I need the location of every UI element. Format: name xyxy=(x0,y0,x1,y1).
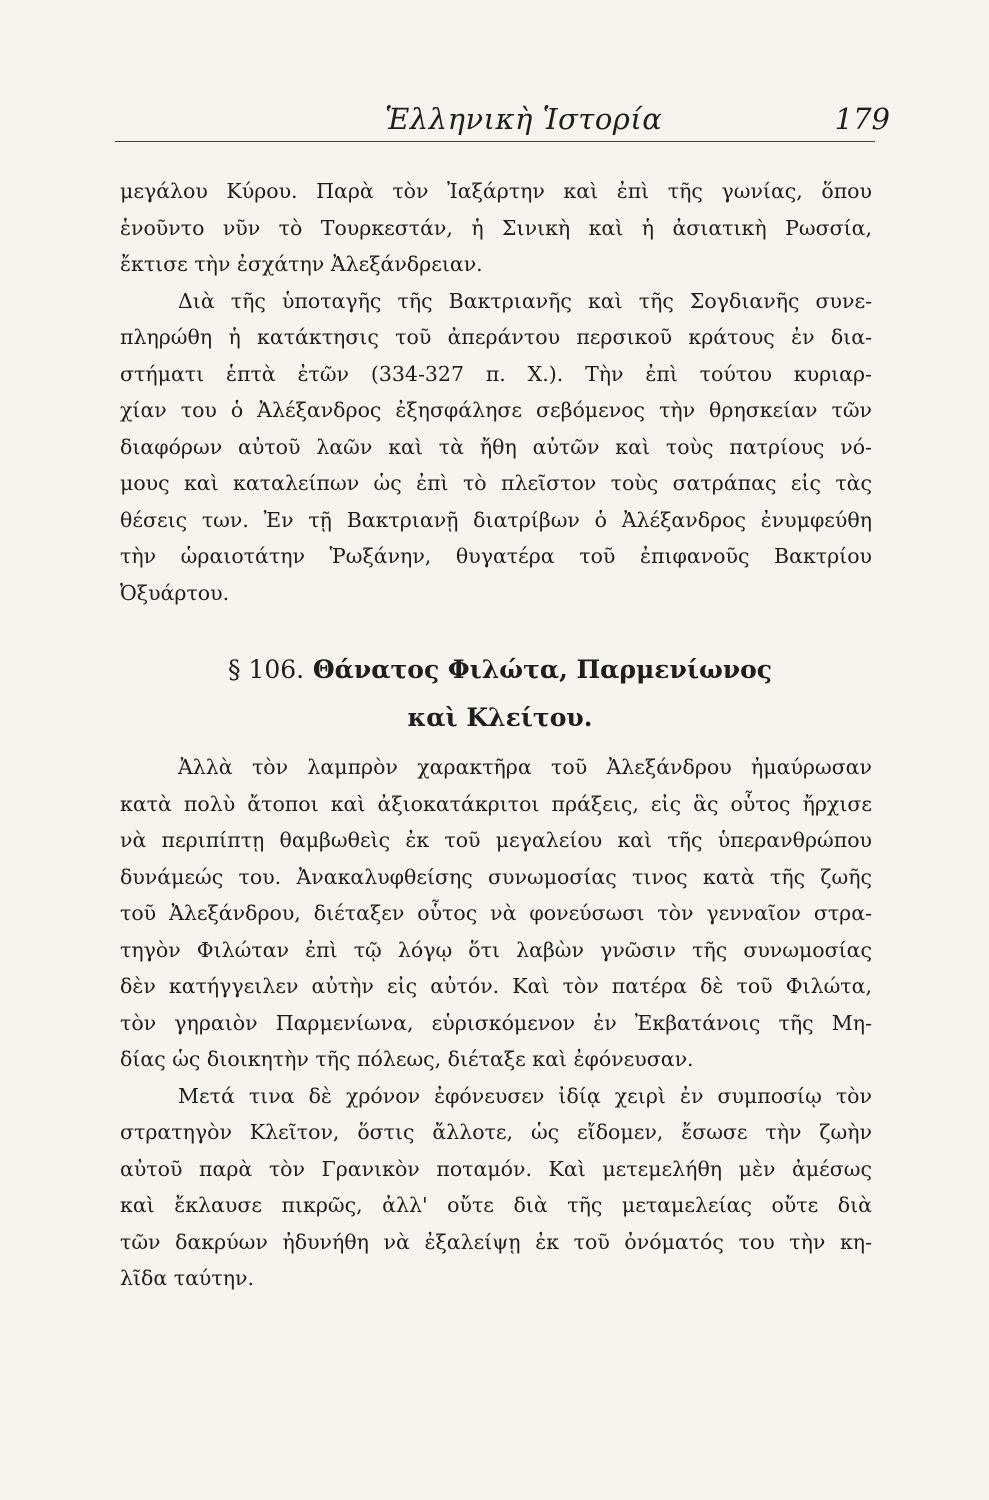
text-line: κατὰ πολὺ ἄτοποι καὶ ἀξιοκατάκριτοι πράξεις, εἰς ἃς οὗτος ἤρχισε xyxy=(120,791,872,816)
text-line: Διὰ τῆς ὑποταγῆς τῆς Βακτριανῆς καὶ τῆς Σογδιανῆς συνε- xyxy=(178,288,872,313)
text-line: πληρώθη ἡ κατάκτησις τοῦ ἀπεράντου περσικοῦ κράτους ἐν δια- xyxy=(120,325,872,349)
text-line: ἑνοῦντο νῦν τὸ Τουρκεστάν, ἡ Σινικὴ καὶ ἡ ἀσιατικὴ Ρωσσία, xyxy=(120,215,872,240)
text-line: αὐτοῦ παρὰ τὸν Γρανικὸν ποταμόν. Καὶ μετεμελήθη μὲν ἀμέσως xyxy=(120,1156,872,1181)
text-line: Μετά τινα δὲ χρόνον ἐφόνευσεν ἰδίᾳ χειρὶ ἐν συμποσίῳ τὸν xyxy=(178,1083,872,1108)
text-line: χίαν του ὁ Ἀλέξανδρος ἐξησφάλησε σεβόμενος τὴν θρησκείαν τῶν xyxy=(120,398,872,422)
section-heading xyxy=(120,646,880,742)
running-header xyxy=(120,100,890,140)
text-line: στρατηγὸν Κλεῖτον, ὅστις ἄλλοτε, ὡς εἴδομεν, ἔσωσε τὴν ζωὴν xyxy=(120,1120,872,1144)
text-line: στήματι ἑπτὰ ἐτῶν (334-327 π. Χ.). Τὴν ἐπὶ τούτου κυριαρ- xyxy=(120,361,872,386)
text-line: μους καὶ καταλείπων ὡς ἐπὶ τὸ πλεῖστον τοὺς σατράπας εἰς τὰς xyxy=(120,471,872,495)
text-line: θέσεις των. Ἐν τῇ Βακτριανῇ διατρίβων ὁ Ἀλέξανδρος ἐνυμφεύθη xyxy=(120,507,872,532)
text-line: καὶ ἔκλαυσε πικρῶς, ἀλλ' οὔτε διὰ τῆς μεταμελείας οὔτε διὰ xyxy=(120,1193,872,1217)
section-title-part-1: Θάνατος Φιλώτα, Παρμενίωνος xyxy=(312,655,772,684)
text-line: δυνάμεώς του. Ἀνακαλυφθείσης συνωμοσίας τινος κατὰ τῆς ζωῆς xyxy=(120,864,872,889)
section-number: § 106. xyxy=(228,655,305,684)
text-line: δὲν κατήγγειλεν αὐτὴν εἰς αὐτόν. Καὶ τὸν πατέρα δὲ τοῦ Φιλώτα, xyxy=(120,974,872,998)
text-line: Ὀξυάρτου. xyxy=(120,580,230,605)
text-line: μεγάλου Κύρου. Παρὰ τὸν Ἰαξάρτην καὶ ἐπὶ τῆς γωνίας, ὅπου xyxy=(120,179,872,203)
text-block-after-section xyxy=(120,749,872,1297)
text-line: τὸν γηραιὸν Παρμενίωνα, εὑρισκόμενον ἐν Ἐκβατάνοις τῆς Μη- xyxy=(120,1010,872,1035)
text-line: λῖδα ταύτην. xyxy=(120,1266,254,1290)
section-heading-line-1 xyxy=(120,646,880,694)
section-title-part-2: καὶ Κλείτου. xyxy=(407,703,593,732)
text-line: Ἀλλὰ τὸν λαμπρὸν χαρακτῆρα τοῦ Ἀλεξάνδρου ἠμαύρωσαν xyxy=(178,755,872,779)
text-line: νὰ περιπίπτῃ θαμβωθεὶς ἐκ τοῦ μεγαλείου καὶ τῆς ὑπερανθρώπου xyxy=(120,828,872,852)
text-block-before-section xyxy=(120,173,872,611)
page-number: 179 xyxy=(834,102,890,136)
text-line: διαφόρων αὐτοῦ λαῶν καὶ τὰ ἤθη αὐτῶν καὶ τοὺς πατρίους νό- xyxy=(120,434,872,459)
text-line: δίας ὡς διοικητὴν τῆς πόλεως, διέταξε καὶ ἐφόνευσαν. xyxy=(120,1047,694,1071)
text-line: τοῦ Ἀλεξάνδρου, διέταξεν οὗτος νὰ φονεύσωσι τὸν γενναῖον στρα- xyxy=(120,901,872,925)
text-line: ἔκτισε τὴν ἐσχάτην Ἀλεξάνδρειαν. xyxy=(120,252,483,276)
text-line: τὴν ὡραιοτάτην Ῥωξάνην, θυγατέρα τοῦ ἐπιφανοῦς Βακτρίου xyxy=(120,544,872,568)
text-line: τῶν δακρύων ἠδυνήθη νὰ ἐξαλείψῃ ἐκ τοῦ ὀνόματός του τὴν κη- xyxy=(120,1229,872,1254)
header-rule xyxy=(115,141,875,142)
running-title: Ἑλληνικὴ Ἱστορία xyxy=(385,102,663,136)
text-line: τηγὸν Φιλώταν ἐπὶ τῷ λόγῳ ὅτι λαβὼν γνῶσιν τῆς συνωμοσίας xyxy=(120,937,872,962)
